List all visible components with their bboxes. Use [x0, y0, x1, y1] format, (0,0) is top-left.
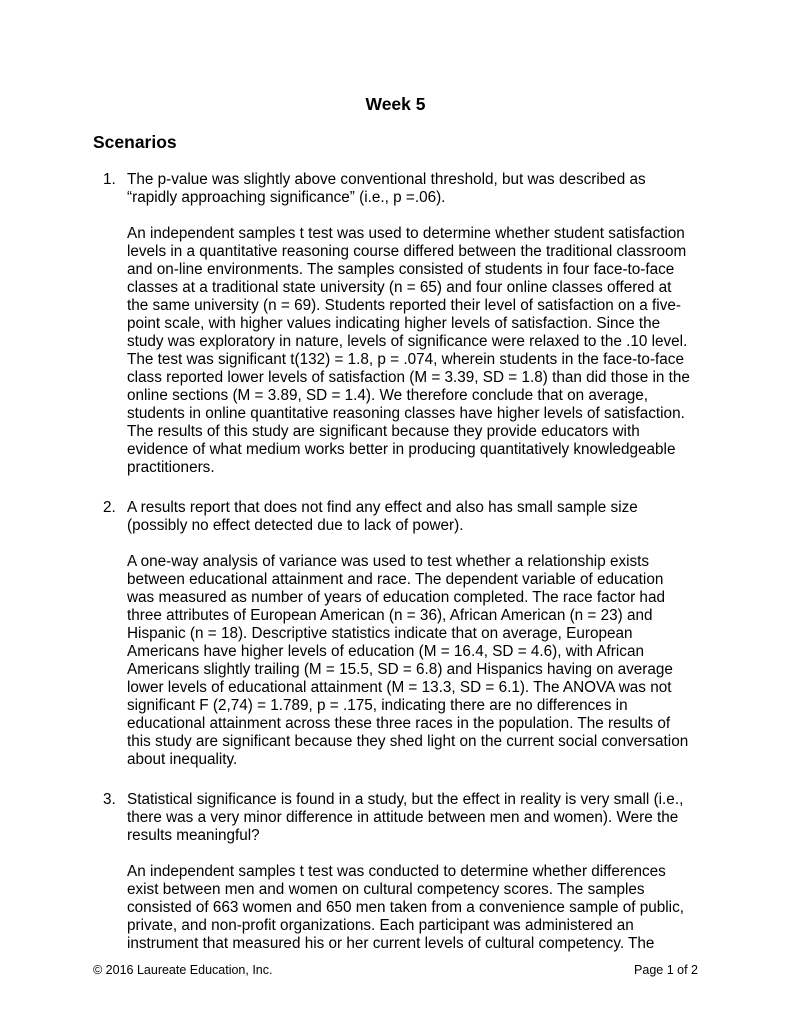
scenario-item	[93, 171, 713, 477]
section-heading: Scenarios	[93, 132, 177, 152]
page-title: Week 5	[365, 94, 426, 114]
scenario-description: A results report that does not find any effect and also has small sample size (possibly no effect detected due to lack of power).	[127, 499, 638, 534]
scenario-description: The p-value was slightly above conventional threshold, but was described as “rapidly approaching significance” (i.e., p =.06).	[127, 171, 646, 206]
scenario-description: Statistical significance is found in a study, but the effect in reality is very small (i.e., there was a very minor difference in attitude between men and women). Were the results meaningful?	[127, 791, 684, 844]
scenario-item	[93, 499, 713, 769]
scenario-body: An independent samples t test was used to determine whether student satisfaction levels in a quantitative reasoning course differed between the traditional classroom and on-line environments. The samples consisted of students in four face-to-face classes at a traditional state university (n = 65) and four online classes offered at the same university (n = 69). Students reported their level of satisfaction on a five- point scale, with higher values indicating higher levels of satisfaction. Since the study was exploratory in nature, levels of significance were relaxed to the .10 level. The test was significant t(132) = 1.8, p = .074, wherein students in the face-to-face class reported lower levels of satisfaction (M = 3.39, SD = 1.8) than did those in the online sections (M = 3.89, SD = 1.4). We therefore conclude that on average, students in online quantitative reasoning classes have higher levels of satisfaction. The results of this study are significant because they provide educators with evidence of what medium works better in producing quantitatively knowledgeable practitioners.	[127, 225, 690, 476]
scenario-number: 2.	[103, 499, 116, 516]
scenario-body: A one-way analysis of variance was used to test whether a relationship exists between educational attainment and race. The dependent variable of education was measured as number of years of education completed. The race factor had three attributes of European American (n = 36), African American (n = 23) and Hispanic (n = 18). Descriptive statistics indicate that on average, European Americans have higher levels of education (M = 16.4, SD = 4.6), with African Americans slightly trailing (M = 15.5, SD = 6.8) and Hispanics having on average lower levels of educational attainment (M = 13.3, SD = 6.1). The ANOVA was not significant F (2,74) = 1.789, p = .175, indicating there are no differences in educational attainment across these three races in the population. The results of this study are significant because they shed light on the current social conversation about inequality.	[127, 553, 689, 768]
scenario-body: An independent samples t test was conducted to determine whether differences exist between men and women on cultural competency scores. The samples consisted of 663 women and 650 men taken from a convenience sample of public, private, and non-profit organizations. Each participant was administered an instrument that measured his or her current levels of cultural competency. The	[127, 863, 684, 952]
footer-copyright: © 2016 Laureate Education, Inc.	[93, 963, 273, 977]
scenario-item	[93, 791, 713, 953]
scenario-number: 3.	[103, 791, 116, 808]
footer-page-number: Page 1 of 2	[634, 963, 698, 977]
scenario-list	[93, 171, 713, 975]
scenario-number: 1.	[103, 171, 116, 188]
